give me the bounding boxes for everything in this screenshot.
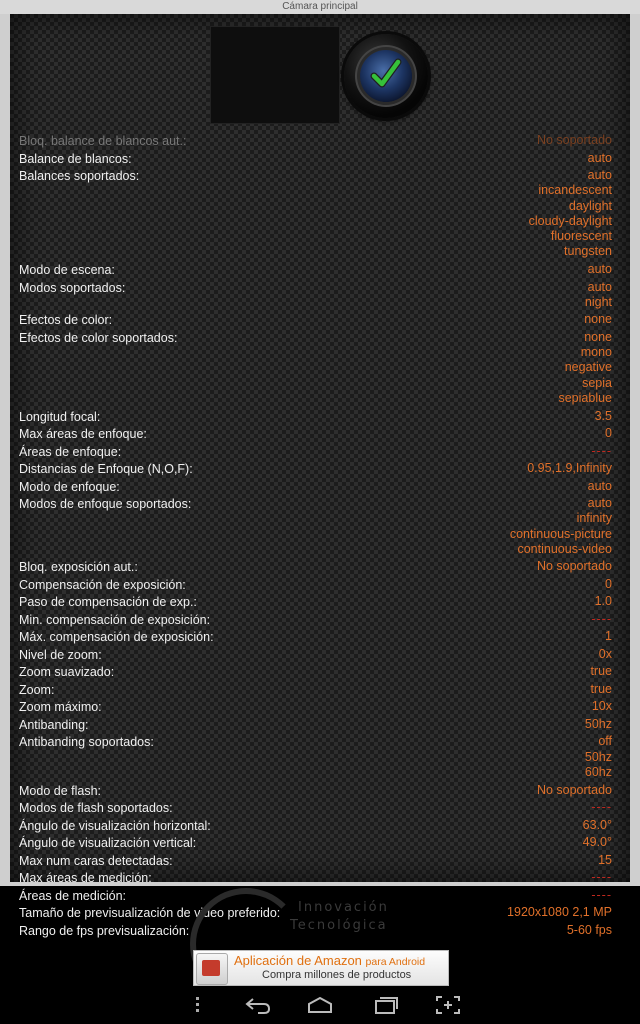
property-label: Distancias de Enfoque (N,O,F): (19, 462, 193, 476)
property-value: ---- (591, 870, 612, 884)
property-values (510, 496, 612, 557)
property-values (588, 262, 612, 277)
property-row (19, 168, 612, 260)
navigation-bar (0, 986, 640, 1024)
property-value: incandescent (538, 183, 612, 198)
property-values (588, 479, 612, 494)
property-value: 0 (605, 426, 612, 440)
property-values (595, 409, 612, 424)
property-values (599, 647, 612, 662)
property-row (19, 594, 612, 609)
property-values (591, 888, 612, 903)
property-label: Bloq. exposición aut.: (19, 560, 138, 575)
property-value: ---- (591, 800, 612, 814)
property-values (590, 664, 612, 679)
property-values (507, 905, 612, 920)
property-row (19, 835, 612, 850)
property-values (591, 800, 612, 815)
property-value: 3.5 (594, 408, 612, 423)
property-label: Balances soportados: (19, 169, 140, 183)
property-value: infinity (576, 511, 612, 526)
property-value: night (584, 294, 612, 309)
property-row (19, 734, 612, 780)
property-values (605, 629, 612, 644)
property-row (19, 699, 612, 714)
ad-title-line (234, 953, 425, 968)
property-row (19, 800, 612, 815)
property-value: sepia (582, 375, 612, 390)
property-value: none (584, 329, 612, 344)
property-value: ---- (591, 443, 612, 458)
property-value: 50hz (584, 716, 612, 731)
property-label: Zoom suavizado: (19, 665, 115, 680)
property-row (19, 426, 612, 441)
property-value: negative (564, 360, 612, 375)
property-value: mono (580, 345, 612, 360)
property-values (558, 330, 612, 406)
property-label: Modo de flash: (19, 783, 101, 798)
property-value: auto (587, 496, 612, 510)
ad-title: Aplicación de Amazon (234, 953, 362, 968)
watermark-logo (186, 886, 466, 950)
property-value: continuous-picture (509, 526, 612, 541)
amazon-app-icon (196, 953, 228, 985)
property-values (537, 783, 612, 798)
property-values (592, 699, 612, 714)
property-value: true (590, 664, 612, 679)
property-value: 10x (591, 699, 612, 714)
property-value: 63.0° (582, 817, 612, 832)
property-values (527, 461, 612, 476)
property-value: auto (587, 150, 612, 165)
property-value: 0.95,1.9,Infinity (527, 461, 612, 475)
property-label: Bloq. balance de blancos aut.: (19, 134, 187, 148)
property-value: auto (587, 478, 612, 493)
property-row (19, 330, 612, 407)
property-values (591, 870, 612, 885)
property-label: Áreas de medición: (19, 888, 127, 903)
property-row (19, 479, 612, 494)
property-values (585, 734, 612, 780)
property-value: 50hz (584, 749, 612, 764)
property-values (529, 168, 612, 260)
property-value: 60hz (584, 764, 612, 779)
property-value: auto (587, 262, 612, 276)
property-row (19, 496, 612, 557)
property-label: Modo de enfoque: (19, 479, 120, 494)
property-values (590, 682, 612, 697)
property-label: Áreas de enfoque: (19, 444, 122, 459)
property-row (19, 262, 612, 277)
property-label: Efectos de color: (19, 313, 113, 328)
amazon-app-icon-badge (202, 960, 220, 976)
property-label: Max áreas de enfoque: (19, 427, 147, 441)
property-label: Máx. compensación de exposición: (19, 630, 214, 645)
ad-banner[interactable] (193, 950, 449, 986)
property-row (19, 151, 612, 166)
property-value: No soportado (536, 782, 612, 797)
property-values (537, 559, 612, 574)
ad-title-suffix: para Android (365, 956, 426, 968)
property-row (19, 853, 612, 868)
property-row (19, 444, 612, 459)
property-value: true (590, 681, 612, 696)
property-label: Modos soportados: (19, 280, 126, 295)
property-row (19, 647, 612, 662)
property-value: 1 (605, 629, 612, 644)
home-icon[interactable] (306, 994, 334, 1016)
property-value: off (598, 734, 612, 749)
property-row (19, 133, 612, 148)
property-row (19, 280, 612, 311)
property-label: Nivel de zoom: (19, 647, 102, 662)
property-value: 15 (598, 852, 612, 867)
property-label: Ángulo de visualización horizontal: (19, 818, 211, 833)
property-values (537, 133, 612, 148)
property-label: Compensación de exposición: (19, 577, 186, 592)
property-value: auto (587, 168, 612, 182)
property-label: Zoom máximo: (19, 700, 102, 715)
property-label: Zoom: (19, 682, 55, 697)
ad-subtitle: Compra millones de productos (262, 969, 412, 981)
property-value: continuous-video (517, 541, 612, 556)
property-value: tungsten (564, 244, 612, 259)
property-values (567, 923, 612, 938)
property-label: Max áreas de medición: (19, 871, 152, 885)
property-label: Antibanding: (19, 717, 89, 732)
recent-apps-icon[interactable] (372, 994, 400, 1016)
property-row (19, 461, 612, 476)
property-row (19, 577, 612, 592)
property-row (19, 629, 612, 644)
property-value: fluorescent (550, 229, 612, 244)
property-values (584, 312, 612, 327)
property-label: Antibanding soportados: (19, 735, 154, 750)
property-row (19, 717, 612, 732)
property-values (605, 577, 612, 592)
property-values (591, 612, 612, 627)
overflow-menu-icon[interactable] (184, 994, 212, 1016)
watermark-line-2: Tecnológica (290, 918, 388, 933)
property-value: sepiablue (558, 390, 612, 405)
property-label: Modos de flash soportados: (19, 801, 173, 815)
property-label: Longitud focal: (19, 409, 101, 424)
property-row (19, 664, 612, 679)
screenshot-icon[interactable] (434, 994, 462, 1016)
property-values (583, 818, 612, 833)
property-value: auto (587, 279, 612, 294)
property-value: 49.0° (582, 835, 612, 849)
property-value: No soportado (536, 133, 612, 147)
property-row (19, 312, 612, 327)
property-label: Min. compensación de exposición: (19, 612, 211, 627)
property-values (585, 717, 612, 732)
property-values (583, 835, 612, 850)
property-row (19, 682, 612, 697)
window-title: Cámara principal (282, 1, 358, 12)
property-row (19, 818, 612, 833)
property-values (598, 853, 612, 868)
property-value: No soportado (536, 559, 612, 574)
property-values (605, 426, 612, 441)
property-label: Balance de blancos: (19, 151, 132, 166)
property-row (19, 870, 612, 885)
property-values (591, 444, 612, 459)
property-label: Ángulo de visualización vertical: (19, 836, 197, 850)
property-label: Max num caras detectadas: (19, 853, 173, 868)
property-value: 0x (598, 646, 612, 661)
property-label: Tamaño de previsualización de video preferido: (19, 906, 281, 920)
property-values (585, 280, 612, 311)
property-value: none (584, 312, 612, 327)
property-row (19, 783, 612, 798)
property-value: 1920x1080 2,1 MP (507, 905, 612, 919)
property-value: 0 (605, 576, 612, 591)
watermark-line-1: Innovación (298, 900, 389, 915)
property-values (588, 151, 612, 166)
property-value: 5-60 fps (566, 922, 612, 937)
property-value: ---- (591, 887, 612, 902)
property-row (19, 559, 612, 574)
property-label: Rango de fps previsualización: (19, 923, 190, 938)
property-value: daylight (568, 198, 612, 213)
property-row (19, 612, 612, 627)
property-value: ---- (591, 611, 612, 626)
property-label: Modos de enfoque soportados: (19, 497, 192, 511)
property-value: 1.0 (594, 594, 612, 609)
property-row (19, 409, 612, 424)
back-arrow-icon[interactable] (244, 994, 272, 1016)
property-label: Modo de escena: (19, 263, 115, 277)
property-values (595, 594, 612, 609)
property-label: Paso de compensación de exp.: (19, 595, 197, 610)
property-value: cloudy-daylight (528, 213, 612, 228)
property-label: Efectos de color soportados: (19, 330, 178, 345)
